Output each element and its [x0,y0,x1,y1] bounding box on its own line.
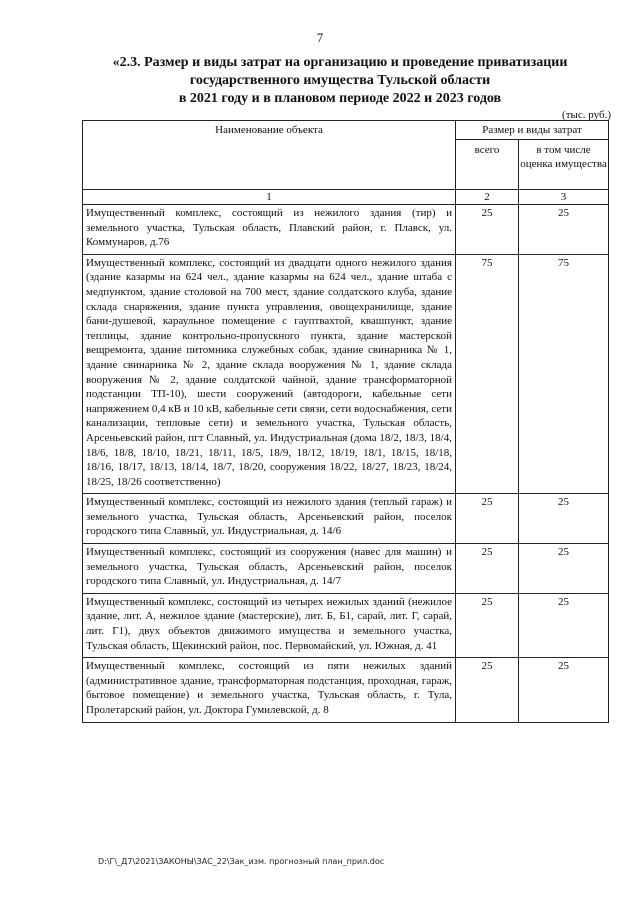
cost-total: 25 [456,494,519,544]
cost-evaluation: 75 [519,254,609,494]
section-heading [80,54,600,108]
table-row [83,544,609,594]
cost-evaluation: 25 [519,544,609,594]
cost-total: 25 [456,205,519,255]
header-total: всего [456,140,519,190]
privatization-costs-table [82,120,609,723]
cost-total: 25 [456,658,519,722]
heading-line-1: «2.3. Размер и виды затрат на организацию и проведение приватизации [112,55,568,70]
heading-line-3: в 2021 году и в плановом периоде 2022 и 2023 годов [178,91,502,106]
cost-evaluation: 25 [519,494,609,544]
table-row [83,205,609,255]
cost-total: 25 [456,593,519,657]
table-row [83,658,609,722]
cost-evaluation: 25 [519,593,609,657]
column-number: 1 [83,190,456,205]
column-number: 3 [519,190,609,205]
object-description: Имущественный комплекс, состоящий из четырех нежилых зданий (нежилое здание, лит. А, нежилое здание (мастерские), лит. Б, Б1, сарай, лит. Г, сарай, лит. Г1), двух объектов движимого имущества и земельного участка, Тульская область, Щекинский район, пос. Первомайский, ул. Южная, д. 41 [83,593,456,657]
cost-evaluation: 25 [519,205,609,255]
page-number: 7 [316,30,324,45]
column-number-row [83,190,609,205]
table-row [83,494,609,544]
table-row [83,593,609,657]
cost-evaluation: 25 [519,658,609,722]
cost-total: 75 [456,254,519,494]
object-description: Имущественный комплекс, состоящий из двадцати одного нежилого здания (здание казармы на 624 чел., здание казармы на 624 чел., здание штаба с медпунктом, здание столовой на 700 мест, здание солдатского клуба, здание склада снаряжения, здание пункта управления, овощехранилище, здание бани-душевой, караульное помещение с гауптвахтой, квашпункт, здание теплицы, здание контрольно-пропускного пункта, здание мастерской вещремонта, здание питомника служебных собак, здание свинарника № 1, здание свинарника № 2, здание склада вооружения № 1, здание склада вооружения № 2, здание солдатской чайной, здание трансформаторной подстанции ТП-10), шести сооружений (автодороги, кабельные сети напряжением 0,4 кВ и 10 кВ, кабельные сети связи, сети водоснабжения, сети канализации, тепловые сети) и земельного участка, Тульская область, Арсеньевский район, пгт Славный, ул. Индустриальная (дома 18/2, 18/3, 18/4, 18/6, 18/8, 18/10, 18/21, 18/11, 18/5, 18/9, 18/12, 18/19, 18/1, 18/15, 18/18, 18/16, 18/17, 18/13, 18/14, 18/7, 18/20, сооружения 18/22, 18/27, 18/23, 18/24, 18/25, 18/26 соответственно) [83,254,456,494]
heading-line-2: государственного имущества Тульской области [189,73,491,88]
object-description: Имущественный комплекс, состоящий из нежилого здания (тир) и земельного участка, Тульская область, Плавский район, г. Плавск, ул. Коммунаров, д.76 [83,205,456,255]
column-number: 2 [456,190,519,205]
cost-total: 25 [456,544,519,594]
header-costs: Размер и виды затрат [456,121,609,140]
header-object-name: Наименование объекта [83,121,456,190]
table-row [83,254,609,494]
object-description: Имущественный комплекс, состоящий из сооружения (навес для машин) и земельного участка, Тульская область, Арсеньевский район, поселок городского типа Славный, ул. Индустриальная, д. 14/7 [83,544,456,594]
file-path-footer: D:\Г\_Д7\2021\ЗАКОНЫ\ЗАС_22\Зак_изм. прогнозный план_прил.doc [98,857,385,866]
object-description: Имущественный комплекс, состоящий из пяти нежилых зданий (административное здание, трансформаторная подстанция, проходная, гараж, бытовое помещение) и земельного участка, Тульская область, г. Тула, Пролетарский район, ул. Доктора Гумилевской, д. 8 [83,658,456,722]
header-evaluation: в том числе оценка имущества [519,140,609,190]
object-description: Имущественный комплекс, состоящий из нежилого здания (теплый гараж) и земельного участка, Тульская область, Арсеньевский район, поселок городского типа Славный, ул. Индустриальная, д. 14/6 [83,494,456,544]
units-label: (тыс. руб.) [562,109,611,121]
